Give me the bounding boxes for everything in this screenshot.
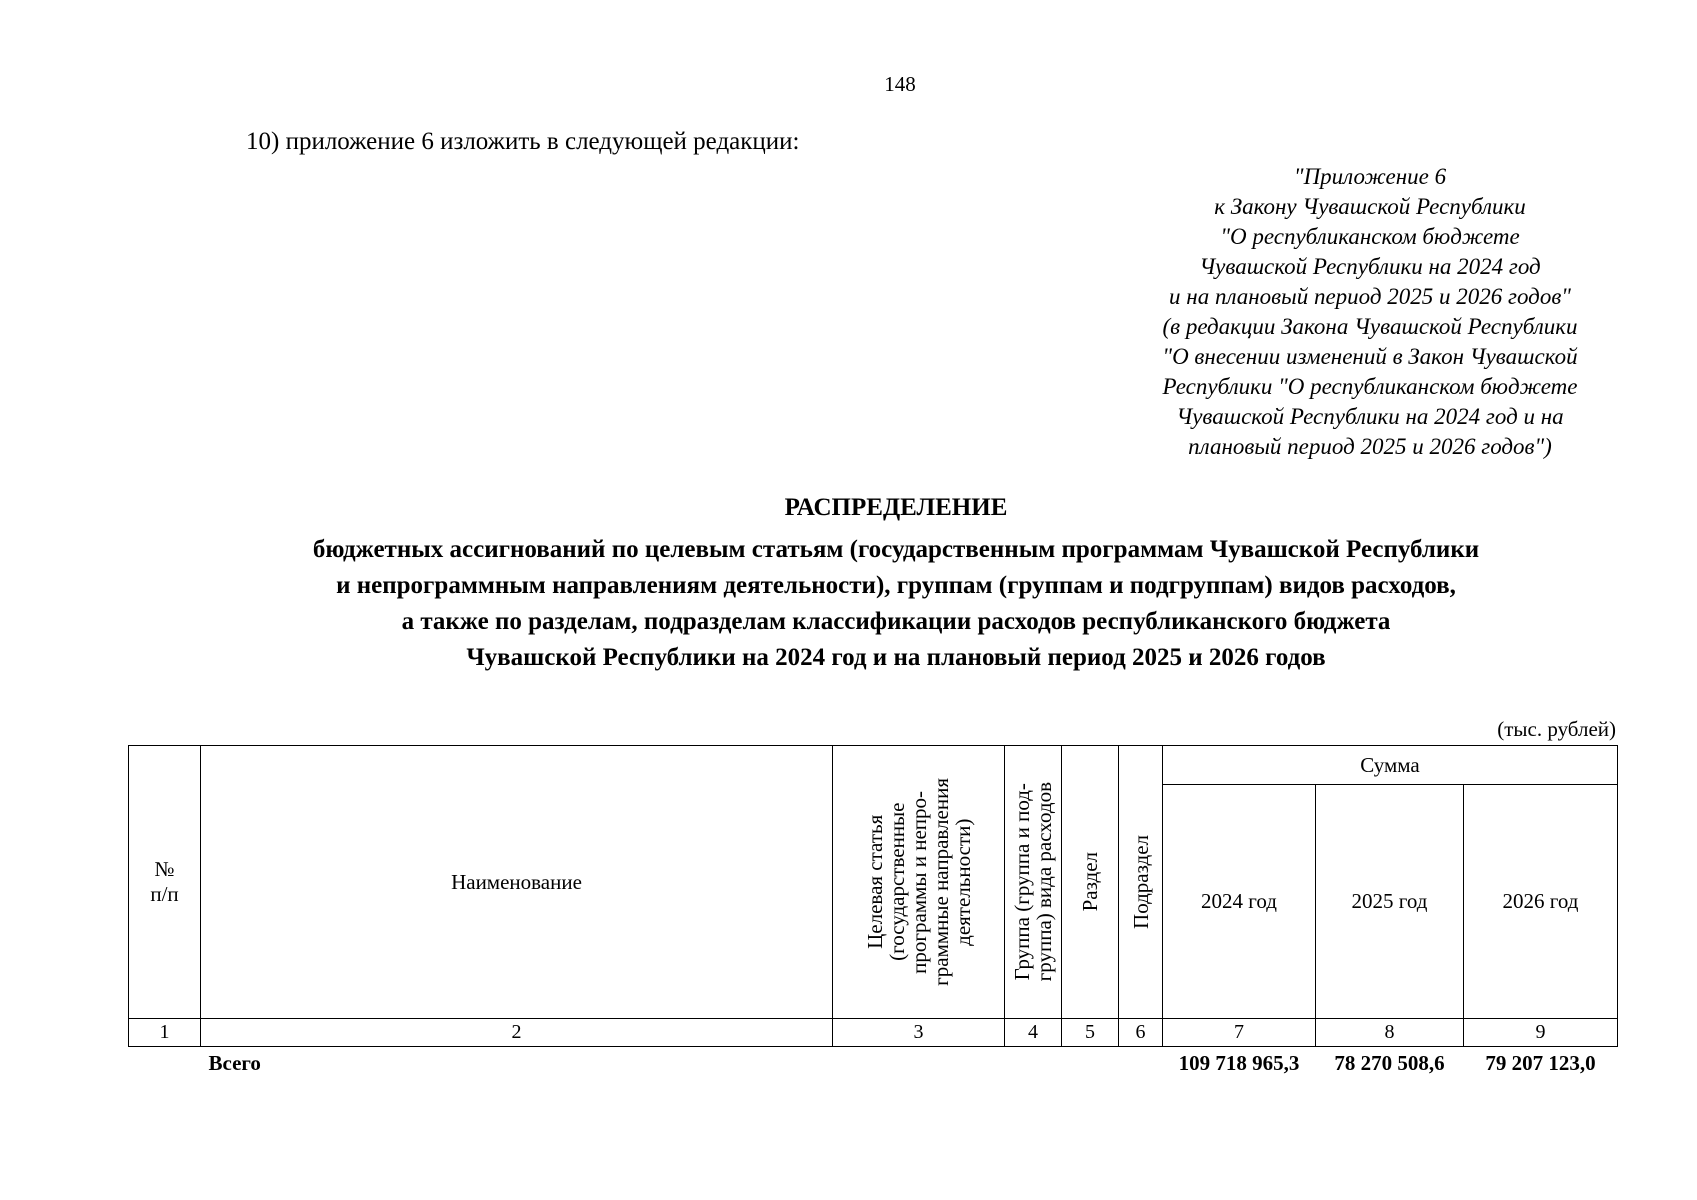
total-empty-cell: [1062, 1047, 1119, 1080]
column-number: 9: [1464, 1019, 1618, 1047]
header-sum-label: Сумма: [1360, 752, 1420, 777]
header-subsection: [1119, 746, 1163, 1019]
appendix-reference: [1120, 162, 1620, 462]
appendix-line: Республики "О республиканском бюджете: [1162, 374, 1578, 399]
appendix-line: Чувашской Республики на 2024 год и на: [1176, 404, 1564, 429]
header-year-2024: [1163, 785, 1316, 1019]
header-year-2026: [1464, 785, 1618, 1019]
column-number: 5: [1062, 1019, 1119, 1047]
appendix-line: "О внесении изменений в Закон Чувашской: [1162, 344, 1578, 369]
header-subsection-label: Подраздел: [1128, 835, 1153, 929]
total-2025: 78 270 508,6: [1334, 1050, 1445, 1075]
column-number: 2: [201, 1019, 833, 1047]
subtitle-line: а также по разделам, подразделам классификации расходов республиканского бюджета: [401, 608, 1391, 635]
subtitle-line: бюджетных ассигнований по целевым статьям (государственным программам Чувашской Республики: [312, 536, 1480, 563]
subtitle-line: Чувашской Республики на 2024 год и на плановый период 2025 и 2026 годов: [466, 644, 1326, 671]
header-expense-group: [1005, 746, 1062, 1019]
column-number-row: [129, 1019, 1618, 1047]
appendix-line: к Закону Чувашской Республики: [1214, 194, 1526, 219]
total-empty-cell: [833, 1047, 1005, 1080]
column-number: 1: [129, 1019, 201, 1047]
header-target-article-label: Целевая статья (государственные программы и непро- граммные направления деятельности): [862, 778, 975, 986]
header-expense-group-label: Группа (группа и под- группа) вида расходов: [1010, 782, 1056, 982]
column-number: 3: [833, 1019, 1005, 1047]
intro-line: 10) приложение 6 изложить в следующей редакции:: [246, 128, 800, 155]
document-title: РАСПРЕДЕЛЕНИЕ: [784, 494, 1008, 521]
header-year-2025: [1316, 785, 1464, 1019]
header-number-label: № п/п: [150, 857, 179, 906]
header-section-label: Раздел: [1078, 852, 1102, 912]
header-number: [129, 746, 201, 1019]
total-empty-cell: [1005, 1047, 1062, 1080]
header-target-article: [833, 746, 1005, 1019]
header-sum: [1163, 746, 1618, 785]
total-number-cell: [129, 1047, 201, 1080]
column-number: 7: [1163, 1019, 1316, 1047]
units-label: (тыс. рублей): [1497, 717, 1616, 741]
header-year-2024-label: 2024 год: [1201, 889, 1277, 913]
header-name: [201, 746, 833, 1019]
total-empty-cell: [1119, 1047, 1163, 1080]
appendix-line: (в редакции Закона Чувашской Республики: [1162, 314, 1578, 339]
total-2024: 109 718 965,3: [1178, 1050, 1300, 1075]
header-year-2026-label: 2026 год: [1502, 889, 1579, 913]
total-row: [129, 1047, 1618, 1080]
appendix-line: и на плановый период 2025 и 2026 годов": [1169, 284, 1571, 309]
appendix-line: плановый период 2025 и 2026 годов"): [1188, 434, 1552, 459]
page-number: 148: [884, 72, 916, 96]
header-row: [129, 746, 1618, 785]
appendix-line: "О республиканском бюджете: [1220, 224, 1520, 249]
budget-table: [128, 745, 1618, 1079]
appendix-line: "Приложение 6: [1293, 164, 1447, 189]
subtitle-line: и непрограммным направлениям деятельности), группам (группам и подгруппам) видов расходов,: [336, 572, 1456, 599]
document-subtitle: [136, 532, 1656, 676]
header-year-2025-label: 2025 год: [1351, 889, 1428, 913]
column-number: 8: [1316, 1019, 1464, 1047]
total-2026: 79 207 123,0: [1485, 1050, 1596, 1075]
total-label: Всего: [208, 1050, 261, 1075]
column-number: 4: [1005, 1019, 1062, 1047]
column-number: 6: [1119, 1019, 1163, 1047]
appendix-line: Чувашской Республики на 2024 год: [1199, 254, 1541, 279]
header-section: [1062, 746, 1119, 1019]
header-name-label: Наименование: [451, 869, 582, 894]
